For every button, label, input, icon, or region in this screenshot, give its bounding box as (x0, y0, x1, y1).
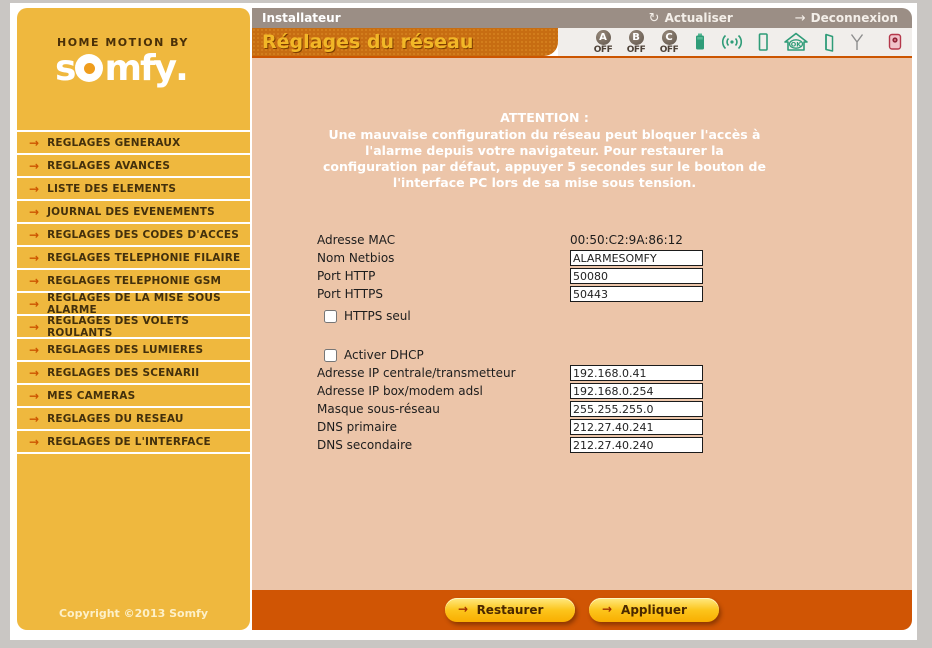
page-title: Réglages du réseau (262, 31, 474, 53)
action-bar (252, 590, 912, 630)
logout-link[interactable] (795, 11, 898, 26)
netmask-row (317, 400, 912, 418)
sidebar-item-telephonie-gsm[interactable] (17, 268, 250, 291)
mac-address-label: Adresse MAC (317, 233, 396, 247)
logo-tagline: HOME MOTION BY (57, 36, 189, 49)
zone-c-badge (657, 30, 681, 55)
sidebar-item-mise-sous-alarme[interactable] (17, 291, 250, 314)
dhcp-checkbox[interactable] (324, 349, 337, 362)
sidebar-item-label: LISTE DES ELEMENTS (47, 182, 177, 195)
zone-a-badge (591, 30, 615, 55)
ip-box-input[interactable] (570, 383, 703, 399)
warning-title: ATTENTION : (500, 110, 589, 125)
arrow-right-icon: → (29, 365, 40, 380)
sidebar-item-reglages-generaux[interactable] (17, 130, 250, 153)
refresh-link[interactable] (649, 11, 733, 26)
page-title-block (252, 28, 558, 56)
https-only-label: HTTPS seul (344, 309, 411, 323)
sidebar-item-label: REGLAGES TELEPHONIE FILAIRE (47, 251, 241, 264)
arrow-right-icon: → (29, 204, 40, 219)
sidebar-item-label: JOURNAL DES EVENEMENTS (47, 205, 215, 218)
arrow-right-icon: → (29, 158, 40, 173)
dhcp-row (324, 346, 912, 364)
https-port-input[interactable] (570, 286, 703, 302)
sidebar-item-label: REGLAGES DES VOLETS ROULANTS (47, 314, 190, 339)
zone-c-state: OFF (659, 44, 679, 55)
arrow-right-icon: → (29, 411, 40, 426)
dns-secondary-label: DNS secondaire (317, 438, 413, 452)
arrow-right-icon: → (458, 602, 469, 616)
app (17, 8, 912, 630)
https-port-row (317, 285, 912, 303)
sidebar-item-journal-des-evenements[interactable] (17, 199, 250, 222)
sidebar-menu (17, 130, 250, 454)
dns-secondary-row (317, 436, 912, 454)
arrow-right-icon: → (29, 250, 40, 265)
arrow-right-icon: → (29, 388, 40, 403)
zone-a-icon: A (596, 30, 611, 45)
main-area (252, 8, 912, 630)
dns-primary-label: DNS primaire (317, 420, 397, 434)
arrow-right-icon: → (29, 135, 40, 150)
sidebar (17, 8, 250, 630)
https-only-checkbox[interactable] (324, 310, 337, 323)
arrow-right-icon: → (29, 342, 40, 357)
warning-message (317, 110, 772, 191)
refresh-label: Actualiser (664, 11, 733, 25)
somfy-logo (17, 8, 250, 130)
content-panel (252, 58, 912, 590)
ip-central-row (317, 364, 912, 382)
sidebar-item-mes-cameras[interactable] (17, 383, 250, 406)
door-closed-icon (754, 31, 772, 53)
house-ok-icon (781, 31, 811, 53)
dns-primary-input[interactable] (570, 419, 703, 435)
mac-address-row (317, 231, 912, 249)
arrow-right-icon: → (29, 434, 40, 449)
zone-c-icon: C (662, 30, 677, 45)
sidebar-spacer (17, 454, 250, 607)
logo-brand-s: s (55, 48, 75, 89)
ip-central-input[interactable] (570, 365, 703, 381)
https-port-label: Port HTTPS (317, 287, 383, 301)
radio-signal-icon (719, 31, 745, 53)
http-port-label: Port HTTP (317, 269, 376, 283)
dhcp-label: Activer DHCP (344, 348, 424, 362)
sidebar-item-reglages-avances[interactable] (17, 153, 250, 176)
netbios-row (317, 249, 912, 267)
status-strip (558, 28, 912, 56)
dns-secondary-input[interactable] (570, 437, 703, 453)
sidebar-item-label: REGLAGES DU RESEAU (47, 412, 184, 425)
sidebar-item-codes-acces[interactable] (17, 222, 250, 245)
sidebar-item-lumieres[interactable] (17, 337, 250, 360)
logout-label: Deconnexion (810, 11, 898, 25)
antenna-icon (847, 31, 867, 53)
page-header (252, 28, 912, 58)
session-user-label: Installateur (262, 11, 341, 25)
sidebar-item-label: REGLAGES TELEPHONIE GSM (47, 274, 222, 287)
arrow-right-icon: → (29, 319, 40, 334)
netmask-input[interactable] (570, 401, 703, 417)
sidebar-item-label: REGLAGES GENERAUX (47, 136, 181, 149)
svg-text:OK: OK (790, 40, 802, 49)
session-bar (252, 8, 912, 28)
apply-button[interactable] (589, 598, 719, 622)
ip-box-row (317, 382, 912, 400)
arrow-right-icon: → (29, 273, 40, 288)
arrow-right-icon: → (29, 181, 40, 196)
restore-button-label: Restaurer (476, 603, 544, 617)
siren-icon (886, 31, 904, 53)
sidebar-item-liste-des-elements[interactable] (17, 176, 250, 199)
sidebar-item-volets-roulants[interactable] (17, 314, 250, 337)
sidebar-item-scenarii[interactable] (17, 360, 250, 383)
sidebar-item-label: REGLAGES AVANCES (47, 159, 171, 172)
apply-button-label: Appliquer (621, 603, 687, 617)
sidebar-item-reglages-du-reseau[interactable] (17, 406, 250, 429)
zone-b-badge (624, 30, 648, 55)
refresh-icon: ↻ (648, 10, 660, 26)
netbios-input[interactable] (570, 250, 703, 266)
sidebar-item-reglages-interface[interactable] (17, 429, 250, 452)
http-port-input[interactable] (570, 268, 703, 284)
ip-box-label: Adresse IP box/modem adsl (317, 384, 483, 398)
sidebar-item-label: REGLAGES DES CODES D'ACCES (47, 228, 240, 241)
logo-o-icon (75, 54, 103, 82)
copyright-text: Copyright ©2013 Somfy (58, 607, 208, 620)
sidebar-item-label: REGLAGES DES SCENARII (47, 366, 200, 379)
warning-body: Une mauvaise configuration du réseau peut bloquer l'accès à l'alarme depuis votre navigateur. Pour restaurer la configuration par défaut, appuyer 5 secondes sur le bouton de l'interface PC lors de sa mise sous tension. (323, 127, 766, 190)
netmask-label: Masque sous-réseau (317, 402, 440, 416)
battery-icon (690, 31, 710, 53)
dns-primary-row (317, 418, 912, 436)
netbios-label: Nom Netbios (317, 251, 395, 265)
logo-brand (55, 49, 250, 89)
zone-b-icon: B (629, 30, 644, 45)
zone-a-state: OFF (593, 44, 613, 55)
arrow-right-icon: → (602, 602, 613, 616)
arrow-right-icon: → (29, 296, 40, 311)
sidebar-item-telephonie-filaire[interactable] (17, 245, 250, 268)
arrow-right-icon: → (794, 10, 806, 26)
arrow-right-icon: → (29, 227, 40, 242)
sidebar-item-label: REGLAGES DE LA MISE SOUS ALARME (47, 291, 221, 316)
sidebar-item-label: REGLAGES DE L'INTERFACE (47, 435, 211, 448)
door-open-icon (820, 31, 838, 53)
http-port-row (317, 267, 912, 285)
https-only-row (324, 307, 912, 325)
logo-brand-mfy: mfy (104, 48, 176, 89)
sidebar-item-label: REGLAGES DES LUMIERES (47, 343, 204, 356)
restore-button[interactable] (445, 598, 575, 622)
ip-central-label: Adresse IP centrale/transmetteur (317, 366, 516, 380)
zone-b-state: OFF (626, 44, 646, 55)
logo-brand-dot: . (175, 48, 189, 89)
sidebar-item-label: MES CAMERAS (47, 389, 136, 402)
mac-address-value: 00:50:C2:9A:86:12 (570, 233, 683, 247)
